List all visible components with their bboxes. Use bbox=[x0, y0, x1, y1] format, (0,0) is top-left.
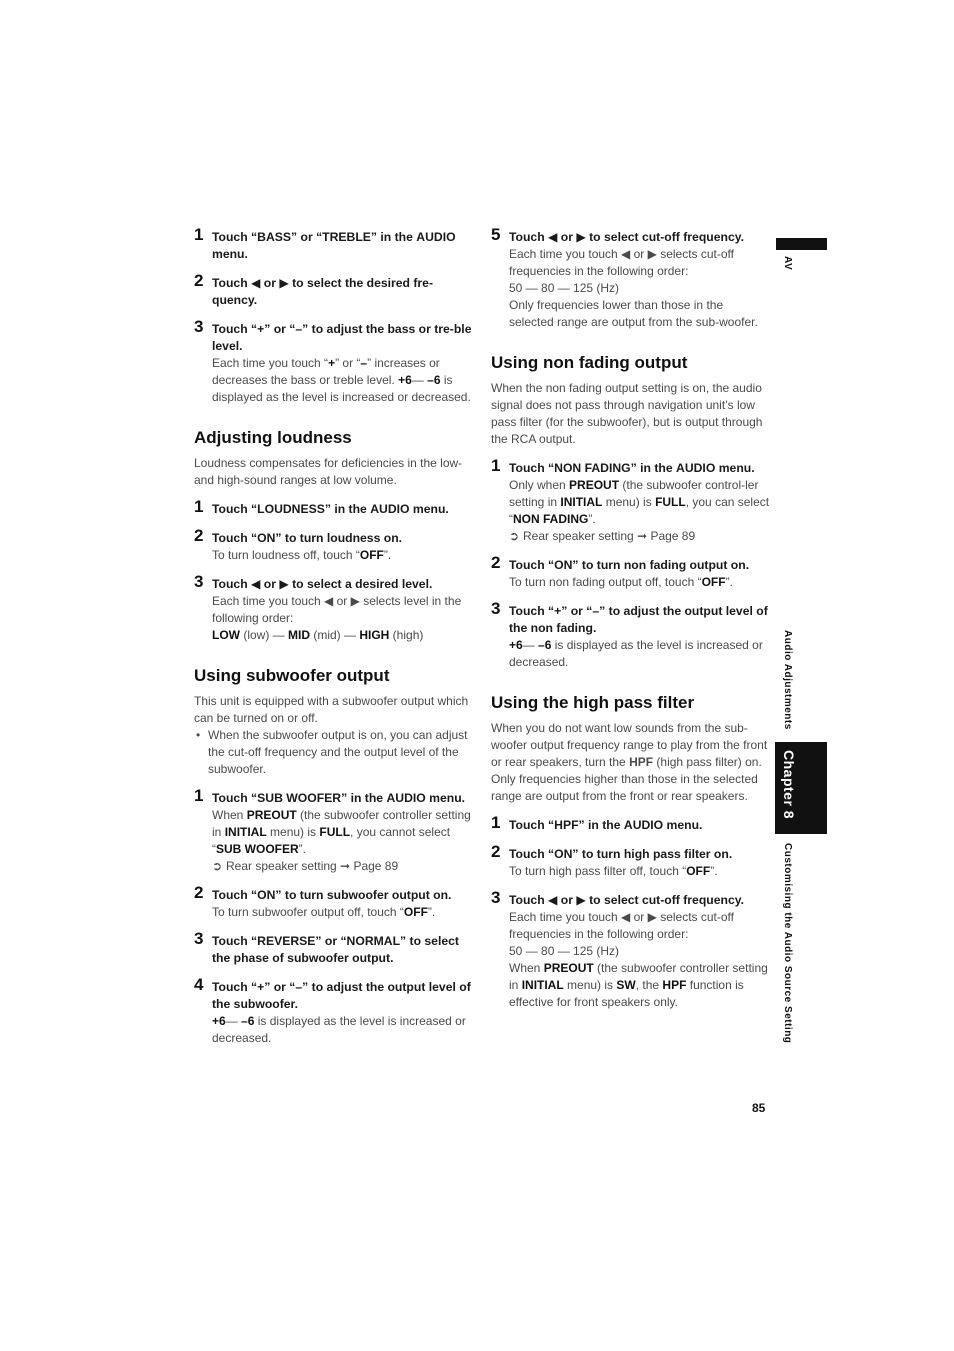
step-bass-treble-2 bbox=[194, 271, 476, 309]
step-loudness-3 bbox=[194, 572, 476, 644]
page-number: 85 bbox=[752, 1101, 766, 1115]
level-order: LOW (low) — MID (mid) — HIGH (high) bbox=[212, 628, 424, 642]
step-body: Each time you touch ◀ or ▶ selects cut-off frequencies in the following order: bbox=[509, 247, 734, 278]
bullet-item: • When the subwoofer output is on, you can adjust the cut-off frequency and the output level of the subwoofer. bbox=[194, 727, 476, 778]
step-body: Only when PREOUT (the subwoofer control-ler setting in INITIAL menu) is FULL, you can select “NON FADING”. bbox=[509, 478, 770, 526]
step-heading: Touch “BASS” or “TREBLE” in the AUDIO menu. bbox=[212, 230, 456, 261]
step-number: 2 bbox=[194, 271, 204, 290]
step-heading: Touch “HPF” in the AUDIO menu. bbox=[509, 818, 703, 832]
step-body: +6— –6 is displayed as the level is increased or decreased. bbox=[509, 638, 763, 669]
step-subwoofer-3 bbox=[194, 929, 476, 967]
step-number: 5 bbox=[491, 225, 501, 244]
cross-reference: ➲ Rear speaker setting ➞ Page 89 bbox=[509, 529, 696, 543]
step-heading: Touch ◀ or ▶ to select a desired level. bbox=[212, 577, 433, 591]
step-non-fading-1 bbox=[491, 456, 771, 545]
step-hpf-2 bbox=[491, 842, 771, 880]
step-number: 1 bbox=[491, 456, 501, 475]
step-body: When PREOUT (the subwoofer controller setting in INITIAL menu) is SW, the HPF function is effective for front speakers only. bbox=[509, 961, 768, 1009]
step-number: 1 bbox=[194, 497, 204, 516]
reference-arrow-icon: ➲ bbox=[509, 529, 520, 543]
step-body: To turn loudness off, touch “OFF”. bbox=[212, 548, 392, 562]
step-body: To turn high pass filter off, touch “OFF”. bbox=[509, 864, 718, 878]
step-number: 1 bbox=[194, 786, 204, 805]
step-number: 2 bbox=[194, 883, 204, 902]
step-number: 2 bbox=[491, 842, 501, 861]
step-heading: Touch “ON” to turn subwoofer output on. bbox=[212, 888, 452, 902]
sidebar-label-customising: Customising the Audio Source Setting bbox=[782, 843, 793, 1044]
section-title-high-pass-filter: Using the high pass filter bbox=[491, 693, 695, 712]
step-heading: Touch ◀ or ▶ to select cut-off frequency. bbox=[509, 893, 744, 907]
step-number: 3 bbox=[491, 888, 501, 907]
step-body: Each time you touch ◀ or ▶ selects level in the following order: bbox=[212, 594, 462, 625]
section-title-subwoofer-output: Using subwoofer output bbox=[194, 666, 390, 685]
cross-reference: ➲ Rear speaker setting ➞ Page 89 bbox=[212, 859, 399, 873]
step-body: Each time you touch ◀ or ▶ selects cut-off frequencies in the following order: bbox=[509, 910, 734, 941]
sidebar-label-av: AV bbox=[782, 256, 793, 271]
step-number: 1 bbox=[491, 813, 501, 832]
step-number: 3 bbox=[194, 317, 204, 336]
step-number: 3 bbox=[194, 572, 204, 591]
left-column bbox=[194, 225, 476, 1059]
chapter-label: Chapter 8 bbox=[781, 750, 797, 820]
frequency-order: 50 — 80 — 125 (Hz) bbox=[509, 281, 620, 295]
step-hpf-3 bbox=[491, 888, 771, 1011]
section-title-adjusting-loudness: Adjusting loudness bbox=[194, 428, 352, 447]
step-body: When PREOUT (the subwoofer controller setting in INITIAL menu) is FULL, you cannot select “SUB WOOFER”. bbox=[212, 808, 471, 856]
step-bass-treble-1 bbox=[194, 225, 476, 263]
section-intro: When the non fading output setting is on, the audio signal does not pass through navigation unit’s low pass filter (for the subwoofer), but is output through the RCA output. bbox=[491, 381, 763, 446]
section-intro: Loudness compensates for deficiencies in the low- and high-sound ranges at low volume. bbox=[194, 456, 463, 487]
section-intro: When you do not want low sounds from the sub-woofer output frequency range to play from the front or rear speakers, turn the HPF (high pass filter) on. Only frequencies higher than those in the selected range are output from the front or rear speakers. bbox=[491, 721, 768, 803]
step-heading: Touch “NON FADING” in the AUDIO menu. bbox=[509, 461, 755, 475]
step-number: 3 bbox=[491, 599, 501, 618]
step-loudness-1 bbox=[194, 497, 476, 518]
step-body: To turn subwoofer output off, touch “OFF”. bbox=[212, 905, 436, 919]
step-body: +6— –6 is displayed as the level is increased or decreased. bbox=[212, 1014, 466, 1045]
step-non-fading-3 bbox=[491, 599, 771, 671]
step-heading: Touch “SUB WOOFER” in the AUDIO menu. bbox=[212, 791, 466, 805]
step-bass-treble-5 bbox=[491, 225, 771, 331]
step-subwoofer-2 bbox=[194, 883, 476, 921]
step-number: 2 bbox=[194, 526, 204, 545]
step-number: 1 bbox=[194, 225, 204, 244]
step-non-fading-2 bbox=[491, 553, 771, 591]
reference-arrow-icon: ➲ bbox=[212, 859, 223, 873]
step-heading: Touch “ON” to turn non fading output on. bbox=[509, 558, 750, 572]
step-hpf-1 bbox=[491, 813, 771, 834]
step-bass-treble-3 bbox=[194, 317, 476, 406]
right-column bbox=[491, 225, 771, 1023]
frequency-order: 50 — 80 — 125 (Hz) bbox=[509, 944, 620, 958]
sidebar-marker-bar bbox=[776, 238, 827, 250]
step-heading: Touch “+” or “–” to adjust the output level of the non fading. bbox=[509, 604, 768, 635]
step-heading: Touch “ON” to turn high pass filter on. bbox=[509, 847, 733, 861]
step-subwoofer-4 bbox=[194, 975, 476, 1047]
step-heading: Touch “+” or “–” to adjust the output level of the subwoofer. bbox=[212, 980, 471, 1011]
step-heading: Touch “REVERSE” or “NORMAL” to select the phase of subwoofer output. bbox=[212, 934, 459, 965]
step-heading: Touch ◀ or ▶ to select cut-off frequency. bbox=[509, 230, 744, 244]
step-body: Only frequencies lower than those in the selected range are output from the sub-woofer. bbox=[509, 298, 758, 329]
step-heading: Touch “LOUDNESS” in the AUDIO menu. bbox=[212, 502, 449, 516]
step-number: 4 bbox=[194, 975, 204, 994]
step-body: To turn non fading output off, touch “OFF”. bbox=[509, 575, 733, 589]
step-body: Each time you touch “+” or “–” increases or decreases the bass or treble level. +6— –6 is displayed as the level is increased or decreased. bbox=[212, 356, 471, 404]
section-title-non-fading-output: Using non fading output bbox=[491, 353, 688, 372]
section-intro: This unit is equipped with a subwoofer output which can be turned on or off. bbox=[194, 694, 469, 725]
sidebar-label-audio-adjustments: Audio Adjustments bbox=[782, 630, 793, 730]
step-heading: Touch “+” or “–” to adjust the bass or tre-ble level. bbox=[212, 322, 472, 353]
step-heading: Touch “ON” to turn loudness on. bbox=[212, 531, 403, 545]
step-number: 2 bbox=[491, 553, 501, 572]
step-heading: Touch ◀ or ▶ to select the desired fre-quency. bbox=[212, 276, 434, 307]
step-number: 3 bbox=[194, 929, 204, 948]
step-subwoofer-1 bbox=[194, 786, 476, 875]
step-loudness-2 bbox=[194, 526, 476, 564]
